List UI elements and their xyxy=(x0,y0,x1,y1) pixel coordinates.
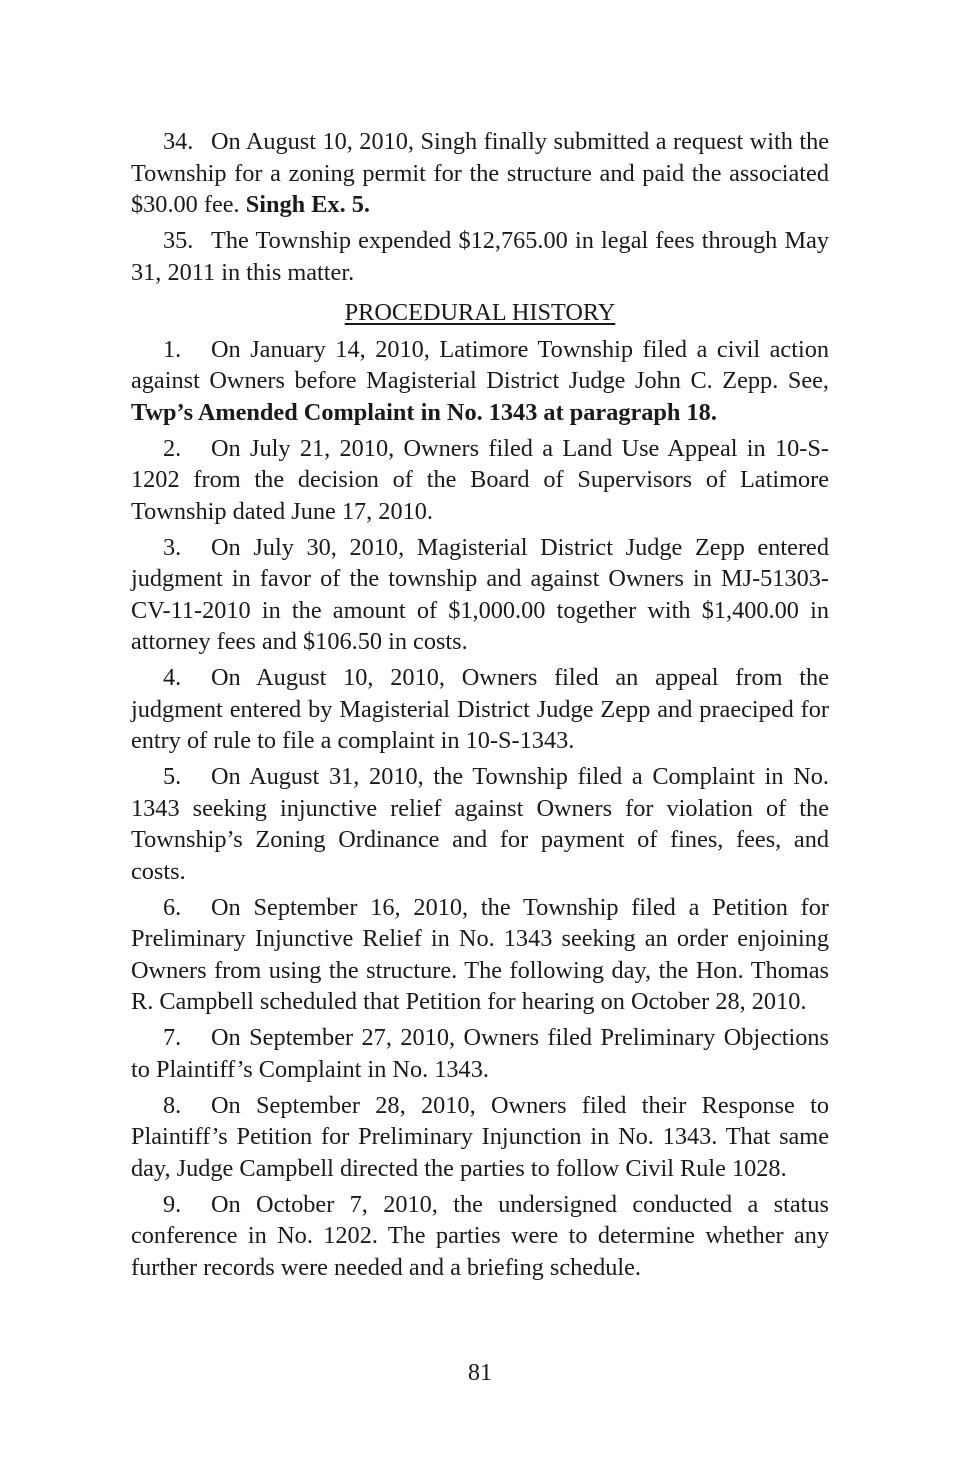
paragraph-text: On August 10, 2010, Singh finally submitted a request with the Township for a zoning permit for the structure and paid the associated $30.00 fee. xyxy=(131,128,829,218)
paragraph-number: 35. xyxy=(163,227,194,254)
history-paragraph-8 xyxy=(131,1090,829,1185)
history-paragraph-6 xyxy=(131,892,829,1018)
paragraph-text: On July 30, 2010, Magisterial District Judge Zepp entered judgment in favor of the township and against Owners in MJ-51303-CV-11-2010 in the amount of $1,000.00 together with $1,400.00 in attorney fees and $106.50 in costs. xyxy=(131,533,829,655)
paragraph-number: 6. xyxy=(163,893,182,921)
history-paragraph-5 xyxy=(131,761,829,887)
paragraph-number: 2. xyxy=(163,434,182,462)
paragraph-number: 4. xyxy=(163,664,182,691)
paragraph-text: On October 7, 2010, the undersigned conducted a status conference in No. 1202. The parties were to determine whether any further records were needed and a briefing schedule. xyxy=(131,1190,829,1281)
document-page xyxy=(131,126,829,1288)
paragraph-text: On September 16, 2010, the Township filed a Petition for Preliminary Injunctive Relief in No. 1343 seeking an order enjoining Owners from using the structure. The following day, the Hon. Thomas R. Campbell scheduled that Petition for hearing on October 28, 2010. xyxy=(131,893,829,1015)
history-paragraph-1 xyxy=(131,334,829,429)
paragraph-number: 7. xyxy=(163,1024,182,1051)
exhibit-citation: Singh Ex. 5. xyxy=(245,191,370,218)
paragraph-34 xyxy=(131,126,829,221)
complaint-citation: Twp’s Amended Complaint in No. 1343 at paragraph 18. xyxy=(131,398,717,426)
paragraph-number: 9. xyxy=(163,1190,182,1218)
history-paragraph-7 xyxy=(131,1022,829,1085)
history-paragraph-2 xyxy=(131,433,829,528)
paragraph-text: On July 21, 2010, Owners filed a Land Use Appeal in 10-S-1202 from the decision of the Board of Supervisors of Latimore Township dated June 17, 2010. xyxy=(131,434,829,525)
paragraph-text: On September 28, 2010, Owners filed their Response to Plaintiff’s Petition for Preliminary Injunction in No. 1343. That same day, Judge Campbell directed the parties to follow Civil Rule 1028. xyxy=(131,1091,829,1182)
paragraph-text: On August 31, 2010, the Township filed a Complaint in No. 1343 seeking injunctive relief against Owners for violation of the Township’s Zoning Ordinance and for payment of fines, fees, and costs. xyxy=(131,763,829,885)
history-paragraph-9 xyxy=(131,1189,829,1284)
history-paragraph-3 xyxy=(131,532,829,658)
paragraph-35 xyxy=(131,225,829,288)
paragraph-number: 5. xyxy=(163,763,182,790)
paragraph-number: 8. xyxy=(163,1091,182,1119)
paragraph-number: 3. xyxy=(163,533,182,561)
paragraph-text: On August 10, 2010, Owners filed an appeal from the judgment entered by Magisterial District Judge Zepp and praeciped for entry of rule to file a complaint in 10-S-1343. xyxy=(131,664,829,754)
page-number: 81 xyxy=(467,1359,493,1386)
paragraph-text: On September 27, 2010, Owners filed Preliminary Objections to Plaintiff’s Complaint in No. 1343. xyxy=(131,1024,829,1083)
paragraph-text: The Township expended $12,765.00 in legal fees through May 31, 2011 in this matter. xyxy=(131,227,829,286)
paragraph-number: 34. xyxy=(163,128,194,155)
section-heading: PROCEDURAL HISTORY xyxy=(344,299,616,326)
history-paragraph-4 xyxy=(131,662,829,757)
paragraph-text: On January 14, 2010, Latimore Township filed a civil action against Owners before Magisterial District Judge John C. Zepp. See, xyxy=(131,335,829,394)
paragraph-number: 1. xyxy=(163,335,182,363)
